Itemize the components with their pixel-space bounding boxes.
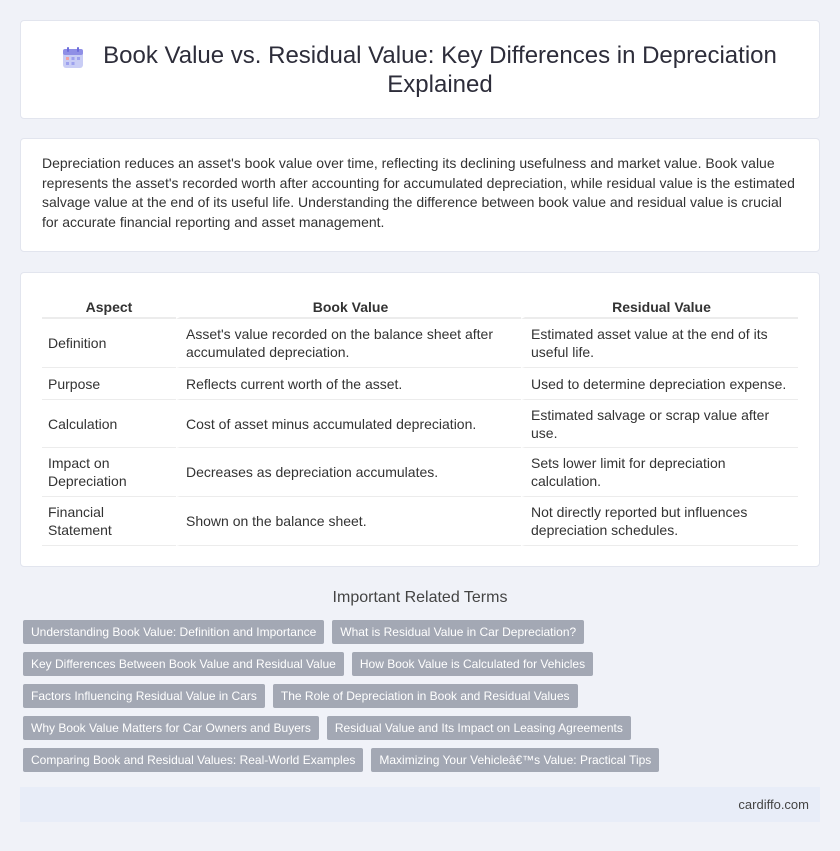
related-terms-list [23,620,813,780]
table-cell-book-value: Asset's value recorded on the balance sheet after accumulated depreciation. [176,319,521,368]
table-cell-residual-value: Not directly reported but influences depreciation schedules. [521,497,798,546]
table-cell-book-value: Reflects current worth of the asset. [176,368,521,400]
table-cell-aspect: Purpose [42,368,176,400]
table-row [42,368,798,400]
table-cell-residual-value: Used to determine depreciation expense. [521,368,798,400]
related-term-link[interactable]: Key Differences Between Book Value and Residual Value [23,652,344,676]
table-cell-aspect: Definition [42,319,176,368]
table-cell-residual-value: Estimated asset value at the end of its useful life. [521,319,798,368]
table-cell-aspect: Calculation [42,400,176,448]
table-cell-residual-value: Estimated salvage or scrap value after use. [521,400,798,448]
page-title: Book Value vs. Residual Value: Key Differences in Depreciation Explained [103,41,777,98]
table-cell-book-value: Cost of asset minus accumulated depreciation. [176,400,521,448]
column-header-aspect: Aspect [42,293,176,319]
column-header-book-value: Book Value [176,293,521,319]
table-row [42,319,798,368]
related-term-link[interactable]: Factors Influencing Residual Value in Cars [23,684,265,708]
related-term-link[interactable]: Residual Value and Its Impact on Leasing Agreements [327,716,631,740]
table-cell-aspect: Impact on Depreciation [42,448,176,497]
tag-row [23,620,813,644]
tag-row [23,716,813,740]
tag-row [23,652,813,676]
related-term-link[interactable]: Why Book Value Matters for Car Owners and Buyers [23,716,319,740]
related-terms-heading: Important Related Terms [332,589,508,606]
intro-card [20,138,820,252]
related-term-link[interactable]: Comparing Book and Residual Values: Real-World Examples [23,748,363,772]
title-wrap [60,41,780,99]
related-term-link[interactable]: What is Residual Value in Car Depreciation? [332,620,584,644]
title-card [20,20,820,119]
calendar-icon [60,45,86,71]
table-cell-residual-value: Sets lower limit for depreciation calculation. [521,448,798,497]
footer [20,787,820,822]
table-header-row [42,293,798,319]
related-term-link[interactable]: The Role of Depreciation in Book and Residual Values [273,684,578,708]
table-cell-aspect: Financial Statement [42,497,176,546]
related-term-link[interactable]: Maximizing Your Vehicleâ€™s Value: Practical Tips [371,748,659,772]
table-row [42,448,798,497]
comparison-table-card [20,272,820,567]
tag-row [23,748,813,772]
column-header-residual-value: Residual Value [521,293,798,319]
comparison-table [42,293,798,546]
table-cell-book-value: Shown on the balance sheet. [176,497,521,546]
intro-paragraph: Depreciation reduces an asset's book value over time, reflecting its declining usefulness and market value. Book value represents the asset's recorded worth after accounting for accumulated depreciation, while residual value is the estimated salvage value at the end of its useful life. Understanding the difference between book value and residual value is crucial for accurate financial reporting and asset management. [42,155,795,230]
table-cell-book-value: Decreases as depreciation accumulates. [176,448,521,497]
table-row [42,497,798,546]
tag-row [23,684,813,708]
related-term-link[interactable]: How Book Value is Calculated for Vehicles [352,652,593,676]
related-term-link[interactable]: Understanding Book Value: Definition and Importance [23,620,324,644]
footer-site-link[interactable]: cardiffo.com [738,797,809,812]
table-row [42,400,798,448]
